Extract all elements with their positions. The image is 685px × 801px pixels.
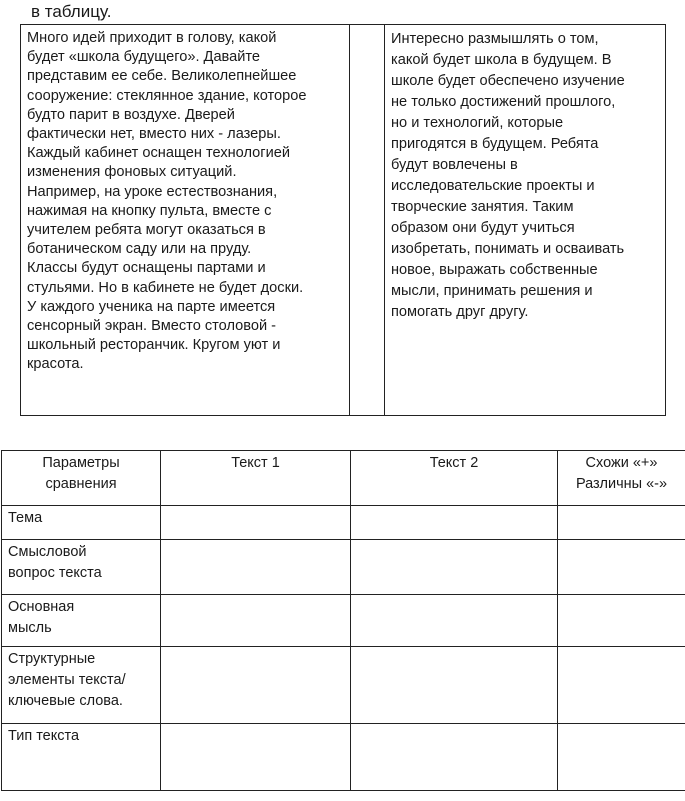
cut-off-heading: в таблицу.: [31, 2, 112, 21]
cell[interactable]: [558, 647, 685, 724]
row-label: Смысловой вопрос текста: [2, 540, 161, 595]
header-similar-different: Схожи «+» Различны «-»: [558, 451, 685, 506]
text-1: Много идей приходит в голову, какой будет «школа будущего». Давайте представим ее себе. Великолепнейшее сооружение: стеклянное здание, которое будто парит в воздухе. Дверей фактически нет, вместо них - лазеры. Каждый кабинет оснащен технологией изменения фоновых ситуаций. Например, на уроке естествознания, нажимая на кнопку пульта, вместе с учителем ребята могут оказаться в ботаническом саду или на пруду. Классы будут оснащены партами и стульями. Но в кабинете не будет доски. У каждого ученика на парте имеется сенсорный экран. Вместо столовой - школьный ресторанчик. Кругом уют и красота.: [27, 30, 307, 373]
cell[interactable]: [558, 724, 685, 791]
table-row: [2, 540, 685, 595]
header-text-2: Текст 2: [351, 451, 558, 506]
table-row: [2, 724, 685, 791]
header-row: [2, 451, 685, 506]
text-2-cell: [385, 25, 666, 416]
cell[interactable]: [351, 595, 558, 647]
cell[interactable]: [351, 540, 558, 595]
comparison-table: [1, 450, 685, 791]
row-label: Тема: [2, 506, 161, 540]
table-row: [2, 506, 685, 540]
cell[interactable]: [161, 506, 351, 540]
text-1-cell: [21, 25, 350, 416]
table-row: [2, 595, 685, 647]
texts-table: [20, 24, 666, 416]
cell[interactable]: [351, 724, 558, 791]
empty-divider-cell: [350, 25, 385, 416]
cell[interactable]: [161, 595, 351, 647]
table-row: [2, 647, 685, 724]
row-label: Основная мысль: [2, 595, 161, 647]
cell[interactable]: [558, 506, 685, 540]
text-2: Интересно размышлять о том, какой будет школа в будущем. В школе будет обеспечено изучение не только достижений прошлого, но и технологий, которые пригодятся в будущем. Ребята будут вовлечены в исследовательские проекты и творческие занятия. Таким образом они будут учиться изобретать, понимать и осваивать новое, выражать собственные мысли, принимать решения и помогать друг другу.: [391, 31, 625, 320]
cell[interactable]: [161, 724, 351, 791]
cell[interactable]: [558, 540, 685, 595]
header-parameters: Параметры сравнения: [2, 451, 161, 506]
cell[interactable]: [161, 540, 351, 595]
cell[interactable]: [558, 595, 685, 647]
cell[interactable]: [351, 506, 558, 540]
header-text-1: Текст 1: [161, 451, 351, 506]
row-label: Структурные элементы текста/ ключевые слова.: [2, 647, 161, 724]
cell[interactable]: [161, 647, 351, 724]
row-label: Тип текста: [2, 724, 161, 791]
cell[interactable]: [351, 647, 558, 724]
